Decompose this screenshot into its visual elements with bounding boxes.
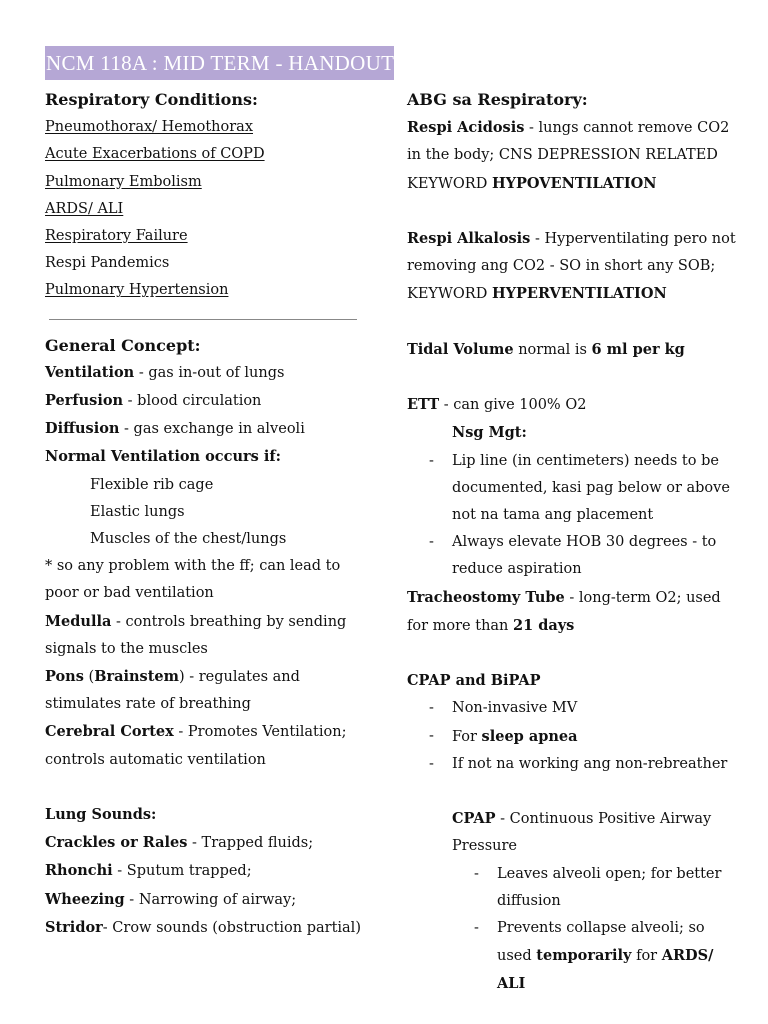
- normal-item: Elastic lungs: [90, 503, 185, 520]
- right-column: [407, 86, 737, 999]
- page-title: NCM 118A : MID TERM - HANDOUT: [45, 46, 394, 80]
- crackles-line: Crackles or Rales - Trapped fluids;: [45, 834, 314, 852]
- wheezing-line: Wheezing - Narrowing of airway;: [45, 890, 297, 908]
- ff-note: * so any problem with the ff; can lead to poor or bad ventilation: [45, 558, 341, 602]
- general-concept-heading: General Concept:: [45, 335, 201, 355]
- condition-item: Acute Exacerbations of COPD: [45, 146, 265, 163]
- ventilation-line: Ventilation - gas in-out of lungs: [45, 363, 285, 381]
- cpap-sub-item: - Prevents collapse alveoli; so used temporarily for ARDS/ ALI: [407, 915, 737, 999]
- tidal-volume-line: Tidal Volume normal is 6 ml per kg: [407, 340, 685, 358]
- stridor-line: Stridor- Crow sounds (obstruction partial): [45, 918, 361, 936]
- tracheostomy-line: Tracheostomy Tube - long-term O2; used for more than 21 days: [407, 588, 721, 634]
- normal-item: Flexible rib cage: [90, 476, 214, 493]
- condition-item: Pulmonary Embolism: [45, 173, 202, 190]
- cpap-bipap-heading: CPAP and BiPAP: [407, 672, 541, 690]
- diffusion-line: Diffusion - gas exchange in alveoli: [45, 420, 305, 438]
- normal-ventilation-line: Normal Ventilation occurs if:: [45, 448, 281, 466]
- condition-item: Pulmonary Hypertension: [45, 282, 229, 299]
- divider: [49, 319, 357, 320]
- alkalosis-line: Respi Alkalosis - Hyperventilating pero not removing ang CO2 - SO in short any SOB; KEYWORD HYPERVENTILATION: [407, 230, 736, 303]
- ett-line: ETT - can give 100% O2: [407, 396, 587, 414]
- condition-item: ARDS/ ALI: [45, 200, 124, 217]
- acidosis-line: Respi Acidosis - lungs cannot remove CO2 in the body; CNS DEPRESSION RELATED KEYWORD HYPOVENTILATION: [407, 119, 730, 192]
- cpap-sub-item: - Leaves alveoli open; for better diffusion: [407, 861, 737, 915]
- abg-heading: ABG sa Respiratory:: [407, 90, 588, 109]
- respiratory-conditions-heading: Respiratory Conditions:: [45, 90, 258, 109]
- condition-item: Respiratory Failure: [45, 228, 188, 245]
- pons-line: Pons (Brainstem) - regulates and stimulates rate of breathing: [45, 668, 300, 713]
- condition-item: Respi Pandemics: [45, 255, 170, 272]
- medulla-line: Medulla - controls breathing by sending signals to the muscles: [45, 612, 347, 657]
- cpap-item: - Non-invasive MV: [407, 695, 737, 722]
- left-column: [45, 86, 375, 942]
- nsg-item: - Always elevate HOB 30 degrees - to reduce aspiration: [407, 529, 737, 583]
- cpap-item: - For sleep apnea: [407, 723, 737, 751]
- nsg-item: - Lip line (in centimeters) needs to be documented, kasi pag below or above not na tama ang placement: [407, 448, 737, 530]
- lung-sounds-heading: Lung Sounds:: [45, 806, 157, 824]
- cpap-definition: CPAP - Continuous Positive Airway Pressure: [452, 810, 712, 855]
- cortex-line: Cerebral Cortex - Promotes Ventilation; controls automatic ventilation: [45, 723, 347, 768]
- nsg-mgt-heading: Nsg Mgt:: [452, 424, 527, 442]
- conditions-list: [45, 114, 375, 304]
- perfusion-line: Perfusion - blood circulation: [45, 392, 262, 410]
- normal-item: Muscles of the chest/lungs: [90, 531, 287, 548]
- cpap-item: - If not na working ang non-rebreather: [407, 751, 737, 778]
- rhonchi-line: Rhonchi - Sputum trapped;: [45, 862, 252, 880]
- condition-item: Pneumothorax/ Hemothorax: [45, 119, 253, 136]
